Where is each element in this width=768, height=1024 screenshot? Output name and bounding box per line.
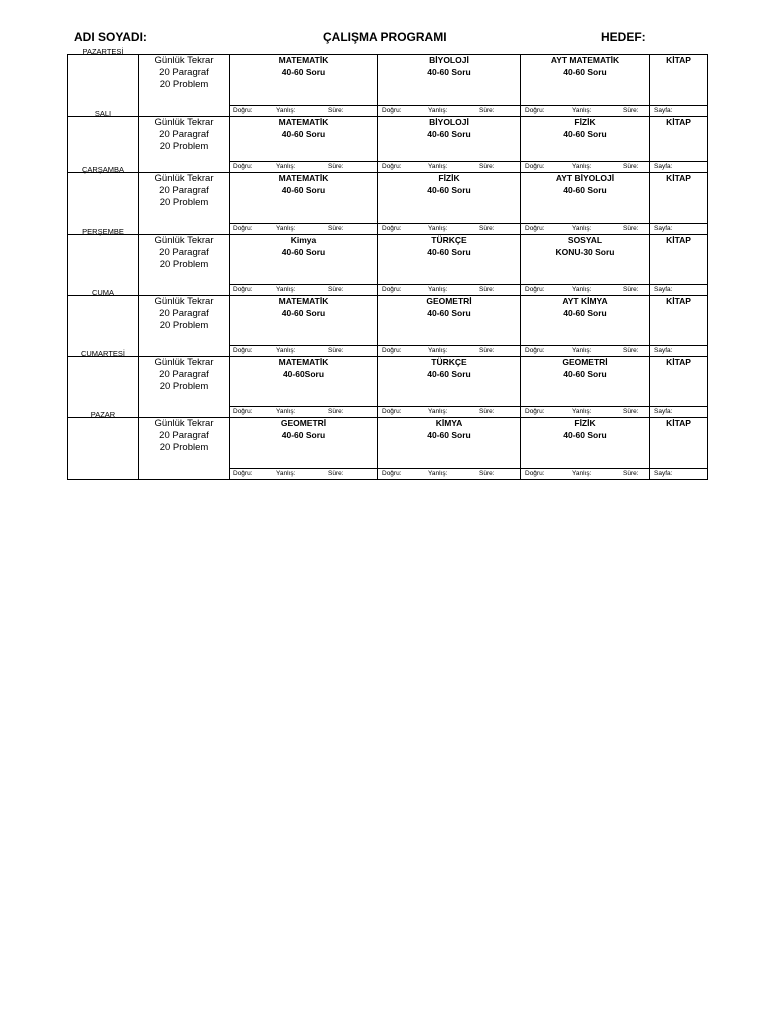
book-box [650, 235, 707, 295]
page-label: Sayfa: [654, 286, 673, 293]
result-line [378, 406, 520, 417]
routine-line: 20 Problem [159, 442, 209, 453]
subject-title: AYT MATEMATİK [550, 55, 620, 65]
correct-label: Doğru: [382, 286, 402, 293]
page-line [650, 161, 707, 172]
result-line [378, 105, 520, 116]
subject-title: MATEMATİK [278, 117, 329, 127]
time-label: Süre: [328, 408, 344, 415]
time-label: Süre: [623, 347, 639, 354]
time-label: Süre: [328, 286, 344, 293]
routine-line: 20 Paragraf [159, 308, 209, 319]
routine-line: 20 Problem [159, 259, 209, 270]
name-label: ADI SOYADI: [74, 30, 147, 44]
routine-line: 20 Problem [159, 141, 209, 152]
subject-target: 40-60 Soru [281, 430, 326, 440]
page-label: Sayfa: [654, 163, 673, 170]
subject-cell[interactable] [378, 235, 521, 296]
routine-line: Günlük Tekrar [154, 357, 214, 368]
subject-box [230, 235, 377, 295]
subject-target: 40-60 Soru [281, 308, 326, 318]
subject-target: 40-60 Soru [563, 369, 607, 379]
page-line [650, 468, 707, 479]
subject-box [521, 418, 649, 479]
subject-box [230, 173, 377, 234]
subject-cell[interactable] [230, 296, 378, 357]
wrong-label: Yanlış: [428, 286, 448, 293]
time-label: Süre: [623, 163, 639, 170]
subject-title: FİZİK [574, 117, 596, 127]
subject-box [521, 235, 649, 295]
day-name: ÇARŞAMBA [81, 165, 125, 174]
routine-line: Günlük Tekrar [154, 117, 214, 128]
book-title: KİTAP [666, 117, 691, 127]
page-line [650, 223, 707, 234]
subject-target: 40-60 Soru [281, 67, 326, 77]
page-line [650, 345, 707, 356]
daily-routine-cell [139, 117, 230, 173]
correct-label: Doğru: [382, 347, 402, 354]
wrong-label: Yanlış: [428, 408, 448, 415]
routine-line: Günlük Tekrar [154, 173, 214, 184]
subject-target: 40-60 Soru [563, 308, 607, 318]
subject-title: GEOMETRİ [562, 357, 608, 367]
book-box [650, 55, 707, 116]
result-line [521, 161, 649, 172]
subject-box [521, 55, 649, 116]
day-row [68, 357, 708, 418]
subject-target: 40-60 Soru [281, 247, 326, 257]
subject-cell[interactable] [521, 296, 650, 357]
routine-line: 20 Paragraf [159, 247, 209, 258]
time-label: Süre: [623, 286, 639, 293]
routine-line: Günlük Tekrar [154, 235, 214, 246]
subject-box [521, 117, 649, 172]
subject-title: GEOMETRİ [280, 418, 327, 428]
time-label: Süre: [479, 286, 495, 293]
day-name-cell [68, 410, 139, 480]
result-line [378, 161, 520, 172]
subject-target: 40-60 Soru [563, 67, 607, 77]
result-line [521, 345, 649, 356]
day-name: PERŞEMBE [82, 227, 124, 236]
subject-title: BİYOLOJİ [429, 117, 469, 127]
subject-target: KONU-30 Soru [555, 247, 615, 257]
result-line [521, 468, 649, 479]
time-label: Süre: [479, 470, 495, 477]
day-name: CUMA [91, 288, 115, 297]
page-line [650, 105, 707, 116]
book-cell[interactable] [650, 117, 708, 173]
subject-target: 40-60 Soru [563, 129, 607, 139]
correct-label: Doğru: [233, 107, 253, 114]
book-box [650, 296, 707, 356]
subject-title: TÜRKÇE [431, 357, 467, 367]
subject-cell[interactable] [378, 117, 521, 173]
subject-target: 40-60 Soru [427, 430, 471, 440]
book-cell[interactable] [650, 235, 708, 296]
daily-routine-cell [139, 173, 230, 235]
correct-label: Doğru: [233, 286, 253, 293]
day-row [68, 235, 708, 296]
book-cell[interactable] [650, 173, 708, 235]
routine-line: 20 Paragraf [159, 67, 209, 78]
daily-routine-cell [139, 357, 230, 418]
time-label: Süre: [623, 225, 639, 232]
subject-title: MATEMATİK [278, 357, 329, 367]
book-box [650, 117, 707, 172]
result-line [378, 284, 520, 295]
subject-cell[interactable] [521, 235, 650, 296]
time-label: Süre: [328, 163, 344, 170]
routine-line: 20 Paragraf [159, 129, 209, 140]
wrong-label: Yanlış: [428, 163, 448, 170]
page-label: Sayfa: [654, 225, 673, 232]
subject-cell[interactable] [230, 235, 378, 296]
time-label: Süre: [328, 225, 344, 232]
wrong-label: Yanlış: [276, 286, 296, 293]
routine-line: Günlük Tekrar [154, 296, 214, 307]
subject-cell[interactable] [378, 55, 521, 117]
routine-line: 20 Problem [159, 381, 209, 392]
book-box [650, 173, 707, 234]
page-label: Sayfa: [654, 107, 673, 114]
routine-line: Günlük Tekrar [154, 55, 214, 66]
subject-target: 40-60 Soru [427, 67, 471, 77]
wrong-label: Yanlış: [572, 286, 592, 293]
time-label: Süre: [479, 225, 495, 232]
correct-label: Doğru: [233, 347, 253, 354]
wrong-label: Yanlış: [276, 408, 296, 415]
book-title: KİTAP [666, 296, 691, 306]
subject-title: MATEMATİK [278, 173, 329, 183]
day-row [68, 296, 708, 357]
time-label: Süre: [328, 347, 344, 354]
page-title: ÇALIŞMA PROGRAMI [323, 30, 447, 44]
result-line [230, 105, 377, 116]
subject-title: Kimya [290, 235, 317, 245]
routine-line: 20 Paragraf [159, 185, 209, 196]
subject-box [378, 55, 520, 116]
wrong-label: Yanlış: [572, 347, 592, 354]
routine-line: 20 Paragraf [159, 369, 209, 380]
time-label: Süre: [479, 408, 495, 415]
wrong-label: Yanlış: [276, 163, 296, 170]
subject-target: 40-60Soru [282, 369, 325, 379]
book-title: KİTAP [666, 235, 691, 245]
subject-target: 40-60 Soru [281, 129, 326, 139]
routine-line: 20 Paragraf [159, 430, 209, 441]
subject-cell[interactable] [230, 173, 378, 235]
result-line [378, 223, 520, 234]
subject-cell[interactable] [230, 55, 378, 117]
book-title: KİTAP [666, 357, 691, 367]
day-name-cell [68, 165, 139, 235]
correct-label: Doğru: [525, 286, 545, 293]
wrong-label: Yanlış: [572, 163, 592, 170]
correct-label: Doğru: [233, 225, 253, 232]
wrong-label: Yanlış: [572, 225, 592, 232]
result-line [230, 284, 377, 295]
subject-target: 40-60 Soru [427, 369, 471, 379]
day-row [68, 173, 708, 235]
subject-box [378, 418, 520, 479]
study-plan-table [67, 47, 708, 480]
subject-box [378, 296, 520, 356]
page-line [650, 406, 707, 417]
subject-title: TÜRKÇE [431, 235, 467, 245]
day-name-cell [68, 349, 139, 418]
correct-label: Doğru: [525, 225, 545, 232]
page-label: Sayfa: [654, 347, 673, 354]
subject-box [378, 173, 520, 234]
wrong-label: Yanlış: [428, 470, 448, 477]
time-label: Süre: [623, 107, 639, 114]
subject-box [230, 117, 377, 172]
result-line [230, 223, 377, 234]
wrong-label: Yanlış: [428, 107, 448, 114]
daily-routine-cell [139, 235, 230, 296]
subject-cell[interactable] [521, 55, 650, 117]
wrong-label: Yanlış: [428, 347, 448, 354]
daily-routine-cell [139, 55, 230, 117]
wrong-label: Yanlış: [572, 470, 592, 477]
subject-cell[interactable] [230, 117, 378, 173]
result-line [230, 468, 377, 479]
subject-box [230, 55, 377, 116]
day-name-cell [68, 227, 139, 296]
subject-title: AYT BİYOLOJİ [555, 173, 615, 183]
time-label: Süre: [479, 347, 495, 354]
subject-cell[interactable] [521, 357, 650, 418]
day-name-cell [68, 47, 139, 117]
correct-label: Doğru: [525, 408, 545, 415]
result-line [378, 345, 520, 356]
day-name: CUMARTESİ [80, 349, 126, 358]
subject-title: MATEMATİK [278, 55, 329, 65]
book-title: KİTAP [666, 173, 691, 183]
book-cell[interactable] [650, 296, 708, 357]
subject-title: KİMYA [435, 418, 463, 428]
book-title: KİTAP [666, 418, 691, 428]
wrong-label: Yanlış: [276, 470, 296, 477]
subject-title: BİYOLOJİ [429, 55, 469, 65]
time-label: Süre: [328, 470, 344, 477]
page-label: Sayfa: [654, 408, 673, 415]
subject-box [230, 418, 377, 479]
subject-box [378, 235, 520, 295]
routine-line: 20 Problem [159, 197, 209, 208]
book-box [650, 357, 707, 417]
subject-title: AYT KİMYA [562, 296, 608, 306]
wrong-label: Yanlış: [428, 225, 448, 232]
page-line [650, 284, 707, 295]
subject-box [521, 173, 649, 234]
correct-label: Doğru: [525, 347, 545, 354]
book-cell[interactable] [650, 55, 708, 117]
daily-routine-cell [139, 418, 230, 480]
subject-target: 40-60 Soru [427, 308, 471, 318]
book-title: KİTAP [666, 55, 691, 65]
correct-label: Doğru: [382, 163, 402, 170]
wrong-label: Yanlış: [276, 225, 296, 232]
correct-label: Doğru: [525, 107, 545, 114]
routine-line: 20 Problem [159, 320, 209, 331]
subject-cell[interactable] [230, 418, 378, 480]
result-line [521, 284, 649, 295]
page-header [0, 30, 768, 48]
subject-title: GEOMETRİ [426, 296, 472, 306]
time-label: Süre: [623, 470, 639, 477]
subject-cell[interactable] [521, 418, 650, 480]
day-name: PAZARTESİ [82, 47, 124, 56]
correct-label: Doğru: [233, 408, 253, 415]
time-label: Süre: [479, 163, 495, 170]
correct-label: Doğru: [382, 470, 402, 477]
subject-title: MATEMATİK [278, 296, 329, 306]
correct-label: Doğru: [382, 225, 402, 232]
result-line [378, 468, 520, 479]
result-line [230, 406, 377, 417]
wrong-label: Yanlış: [572, 408, 592, 415]
result-line [521, 406, 649, 417]
subject-cell[interactable] [378, 357, 521, 418]
correct-label: Doğru: [525, 163, 545, 170]
book-cell[interactable] [650, 418, 708, 480]
correct-label: Doğru: [382, 107, 402, 114]
subject-target: 40-60 Soru [427, 185, 471, 195]
time-label: Süre: [623, 408, 639, 415]
subject-target: 40-60 Soru [281, 185, 326, 195]
day-row [68, 55, 708, 117]
daily-routine-cell [139, 296, 230, 357]
subject-cell[interactable] [521, 173, 650, 235]
wrong-label: Yanlış: [276, 347, 296, 354]
wrong-label: Yanlış: [276, 107, 296, 114]
subject-box [378, 117, 520, 172]
wrong-label: Yanlış: [572, 107, 592, 114]
subject-title: FİZİK [438, 173, 460, 183]
time-label: Süre: [479, 107, 495, 114]
goal-label: HEDEF: [601, 30, 646, 44]
correct-label: Doğru: [382, 408, 402, 415]
subject-box [230, 296, 377, 356]
subject-target: 40-60 Soru [563, 430, 607, 440]
subject-cell[interactable] [378, 173, 521, 235]
result-line [230, 161, 377, 172]
subject-target: 40-60 Soru [427, 247, 471, 257]
subject-title: SOSYAL [567, 235, 603, 245]
result-line [521, 105, 649, 116]
subject-cell[interactable] [378, 418, 521, 480]
subject-box [521, 296, 649, 356]
time-label: Süre: [328, 107, 344, 114]
book-box [650, 418, 707, 479]
routine-line: 20 Problem [159, 79, 209, 90]
result-line [230, 345, 377, 356]
day-row [68, 117, 708, 173]
subject-box [230, 357, 377, 417]
subject-title: FİZİK [574, 418, 596, 428]
routine-line: Günlük Tekrar [154, 418, 214, 429]
day-name: SALI [94, 109, 112, 118]
page-label: Sayfa: [654, 470, 673, 477]
correct-label: Doğru: [233, 470, 253, 477]
day-name: PAZAR [90, 410, 116, 419]
correct-label: Doğru: [525, 470, 545, 477]
subject-cell[interactable] [521, 117, 650, 173]
subject-cell[interactable] [378, 296, 521, 357]
subject-cell[interactable] [230, 357, 378, 418]
book-cell[interactable] [650, 357, 708, 418]
subject-target: 40-60 Soru [427, 129, 471, 139]
subject-target: 40-60 Soru [563, 185, 607, 195]
day-name-cell [68, 288, 139, 357]
day-row [68, 418, 708, 480]
subject-box [521, 357, 649, 417]
result-line [521, 223, 649, 234]
subject-box [378, 357, 520, 417]
correct-label: Doğru: [233, 163, 253, 170]
